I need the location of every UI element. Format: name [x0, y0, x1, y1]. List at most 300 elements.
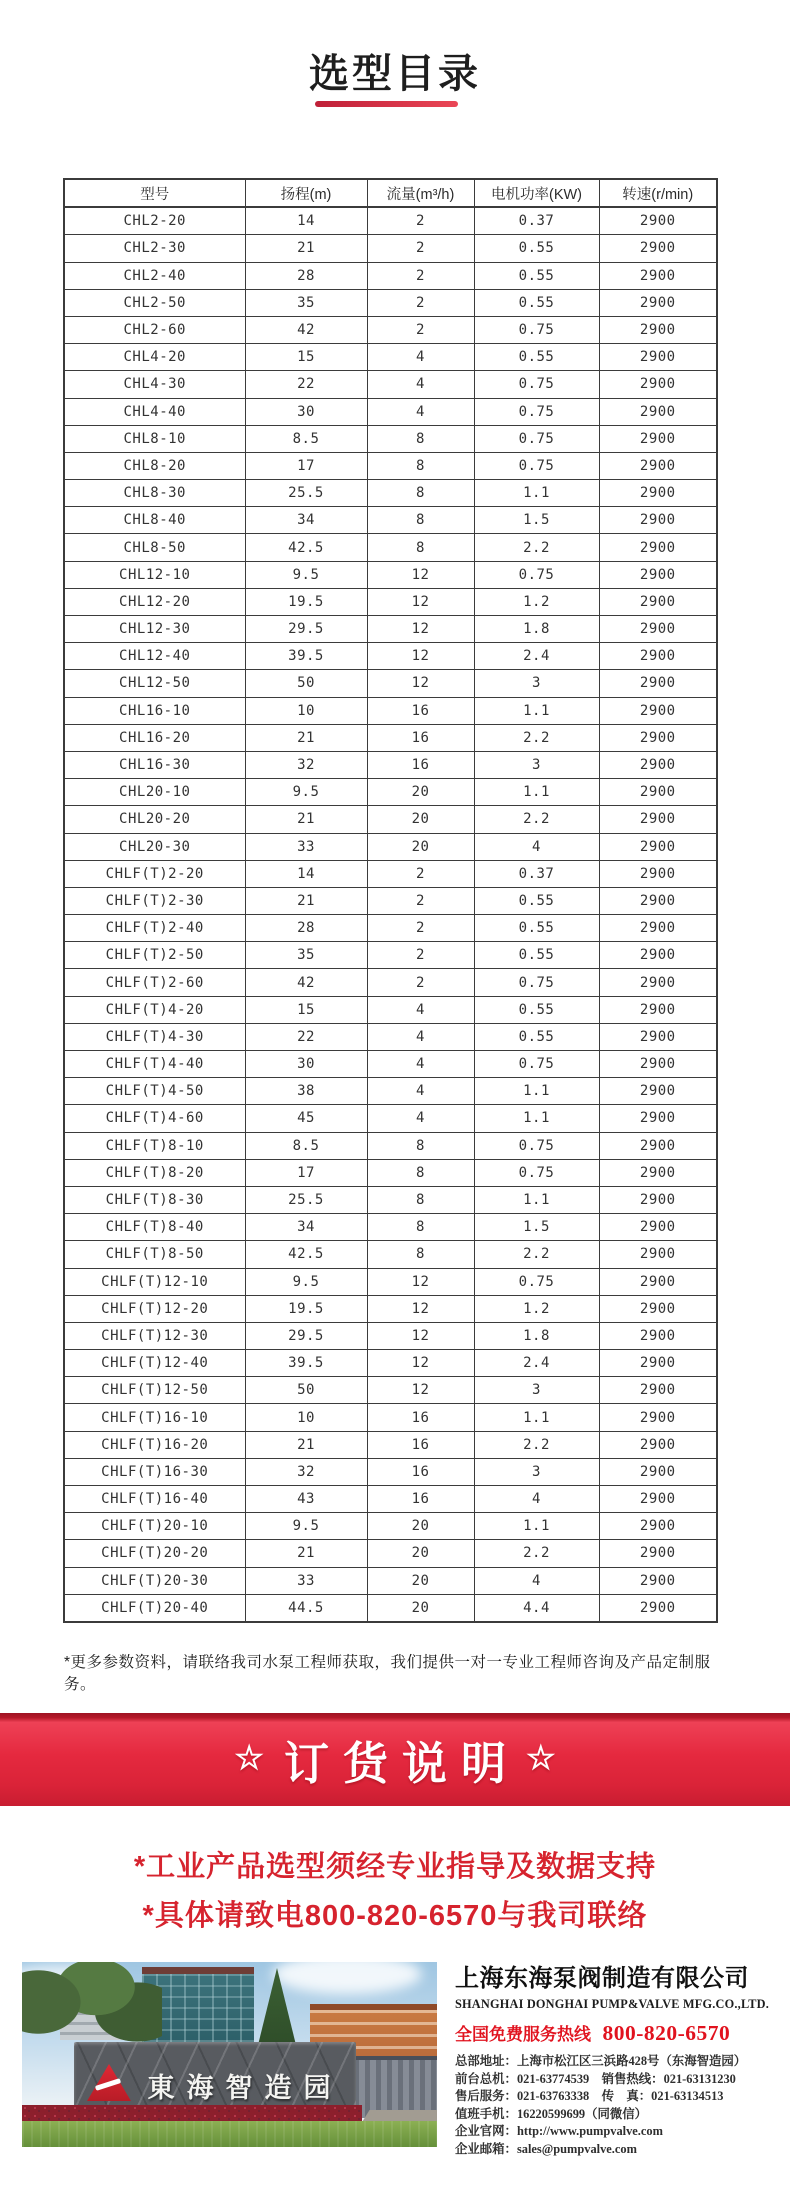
table-cell: 8.5	[245, 425, 367, 452]
table-cell: 2900	[599, 344, 717, 371]
table-cell: 50	[245, 1377, 367, 1404]
table-row	[64, 1513, 717, 1540]
table-cell: 3	[474, 670, 599, 697]
table-cell: 2900	[599, 398, 717, 425]
table-row	[64, 887, 717, 914]
star-icon: ☆	[234, 1739, 264, 1776]
selection-table	[63, 178, 718, 1623]
table-cell: 2900	[599, 1458, 717, 1485]
table-cell: 2900	[599, 1377, 717, 1404]
table-header-flow: 流量(m³/h)	[367, 179, 474, 207]
table-cell: 2	[367, 207, 474, 235]
table-cell: CHL20-10	[64, 779, 245, 806]
table-cell: 2900	[599, 806, 717, 833]
table-cell: CHLF(T)20-10	[64, 1513, 245, 1540]
table-cell: 0.75	[474, 1159, 599, 1186]
table-row	[64, 452, 717, 479]
table-cell: 0.75	[474, 969, 599, 996]
table-cell: 1.1	[474, 1078, 599, 1105]
table-cell: 2900	[599, 262, 717, 289]
table-cell: 21	[245, 235, 367, 262]
table-cell: CHL4-20	[64, 344, 245, 371]
table-cell: 12	[367, 1322, 474, 1349]
table-cell: CHLF(T)16-10	[64, 1404, 245, 1431]
table-row	[64, 833, 717, 860]
table-cell: 12	[367, 1350, 474, 1377]
table-cell: 12	[367, 670, 474, 697]
table-cell: 34	[245, 507, 367, 534]
table-cell: 17	[245, 452, 367, 479]
table-cell: 2900	[599, 1051, 717, 1078]
table-row	[64, 262, 717, 289]
table-cell: 20	[367, 1594, 474, 1622]
company-photo	[22, 1962, 437, 2147]
table-cell: 21	[245, 1540, 367, 1567]
table-cell: CHLF(T)2-30	[64, 887, 245, 914]
table-cell: 29.5	[245, 616, 367, 643]
table-cell: CHL12-20	[64, 588, 245, 615]
table-header-model: 型号	[64, 179, 245, 207]
table-cell: 2900	[599, 1023, 717, 1050]
table-cell: 12	[367, 1268, 474, 1295]
table-row	[64, 1051, 717, 1078]
table-cell: 2900	[599, 996, 717, 1023]
note-text: *更多参数资料，请联络我司水泵工程师获取，我们提供一对一专业工程师咨询及产品定制服务。	[64, 1654, 711, 1693]
table-row	[64, 806, 717, 833]
table-cell: 2900	[599, 1513, 717, 1540]
table-cell: CHL2-30	[64, 235, 245, 262]
table-cell: CHLF(T)20-30	[64, 1567, 245, 1594]
selection-table-wrap	[63, 178, 716, 1623]
table-cell: 17	[245, 1159, 367, 1186]
table-cell: 20	[367, 1513, 474, 1540]
table-cell: 33	[245, 833, 367, 860]
table-cell: CHLF(T)2-50	[64, 942, 245, 969]
table-row	[64, 1023, 717, 1050]
hotline	[455, 2021, 775, 2048]
table-cell: 2900	[599, 452, 717, 479]
table-cell: 4	[367, 371, 474, 398]
table-row	[64, 534, 717, 561]
table-cell: CHLF(T)8-10	[64, 1132, 245, 1159]
table-cell: CHLF(T)8-30	[64, 1186, 245, 1213]
table-cell: CHLF(T)16-30	[64, 1458, 245, 1485]
table-cell: CHL12-50	[64, 670, 245, 697]
table-cell: CHL20-30	[64, 833, 245, 860]
table-cell: 19.5	[245, 1295, 367, 1322]
table-cell: 0.55	[474, 289, 599, 316]
table-cell: 43	[245, 1486, 367, 1513]
table-cell: 2900	[599, 1350, 717, 1377]
table-cell: CHLF(T)4-50	[64, 1078, 245, 1105]
lawn	[22, 2121, 437, 2147]
table-row	[64, 1186, 717, 1213]
table-cell: 1.1	[474, 480, 599, 507]
table-body	[64, 207, 717, 1622]
table-cell: 10	[245, 1404, 367, 1431]
table-cell: 34	[245, 1214, 367, 1241]
table-cell: 2900	[599, 751, 717, 778]
table-cell: 2900	[599, 643, 717, 670]
table-cell: 25.5	[245, 1186, 367, 1213]
table-row	[64, 996, 717, 1023]
table-cell: 21	[245, 724, 367, 751]
table-cell: 14	[245, 860, 367, 887]
table-cell: CHLF(T)4-30	[64, 1023, 245, 1050]
table-cell: 2.2	[474, 1241, 599, 1268]
table-cell: 8	[367, 480, 474, 507]
table-cell: 42	[245, 316, 367, 343]
table-cell: 4	[474, 1486, 599, 1513]
table-cell: 0.75	[474, 316, 599, 343]
table-row	[64, 1268, 717, 1295]
table-cell: 2900	[599, 915, 717, 942]
table-cell: 16	[367, 724, 474, 751]
contact-line: 售后服务：021-63763338 传 真：021-63134513	[455, 2089, 724, 2103]
table-cell: 2900	[599, 289, 717, 316]
order-banner-title: 订货说明	[283, 1738, 520, 1789]
table-row	[64, 969, 717, 996]
table-cell: 2900	[599, 670, 717, 697]
table-row	[64, 235, 717, 262]
table-cell: 8.5	[245, 1132, 367, 1159]
table-cell: 21	[245, 806, 367, 833]
table-cell: 0.37	[474, 860, 599, 887]
table-cell: 16	[367, 1404, 474, 1431]
table-cell: 2900	[599, 942, 717, 969]
table-cell: 2900	[599, 1078, 717, 1105]
table-row	[64, 588, 717, 615]
table-cell: 2	[367, 262, 474, 289]
table-cell: 14	[245, 207, 367, 235]
table-row	[64, 425, 717, 452]
table-cell: 2900	[599, 1567, 717, 1594]
table-cell: CHL20-20	[64, 806, 245, 833]
table-cell: 20	[367, 779, 474, 806]
table-cell: 42.5	[245, 534, 367, 561]
table-cell: 4	[367, 996, 474, 1023]
table-cell: 2900	[599, 969, 717, 996]
table-cell: 2900	[599, 1295, 717, 1322]
table-cell: 2900	[599, 1159, 717, 1186]
table-cell: 9.5	[245, 1268, 367, 1295]
table-cell: 4	[367, 344, 474, 371]
table-cell: 8	[367, 534, 474, 561]
table-row	[64, 1105, 717, 1132]
table-cell: 2900	[599, 425, 717, 452]
star-icon: ☆	[526, 1739, 556, 1776]
table-row	[64, 1078, 717, 1105]
table-cell: 1.1	[474, 1186, 599, 1213]
table-cell: 2.2	[474, 534, 599, 561]
table-cell: 2	[367, 235, 474, 262]
table-cell: 12	[367, 588, 474, 615]
table-row	[64, 316, 717, 343]
table-row	[64, 942, 717, 969]
contact-line: 前台总机：021-63774539 销售热线：021-63131230	[455, 2071, 736, 2086]
table-cell: 4.4	[474, 1594, 599, 1622]
table-cell: 1.2	[474, 588, 599, 615]
table-row	[64, 779, 717, 806]
cloud-shape	[272, 1962, 422, 1994]
table-row	[64, 561, 717, 588]
table-row	[64, 507, 717, 534]
table-cell: 0.55	[474, 1023, 599, 1050]
table-row	[64, 1404, 717, 1431]
table-cell: CHLF(T)12-50	[64, 1377, 245, 1404]
table-cell: CHLF(T)12-40	[64, 1350, 245, 1377]
table-cell: CHLF(T)20-20	[64, 1540, 245, 1567]
table-cell: 2900	[599, 207, 717, 235]
table-cell: 39.5	[245, 1350, 367, 1377]
table-cell: 0.55	[474, 887, 599, 914]
table-cell: 0.75	[474, 452, 599, 479]
table-row	[64, 1377, 717, 1404]
table-row	[64, 670, 717, 697]
table-cell: 2	[367, 316, 474, 343]
table-cell: CHL4-40	[64, 398, 245, 425]
table-cell: 2.2	[474, 1431, 599, 1458]
table-cell: 20	[367, 1567, 474, 1594]
table-cell: CHLF(T)4-20	[64, 996, 245, 1023]
order-banner	[0, 1713, 790, 1806]
table-cell: 2900	[599, 724, 717, 751]
table-cell: CHL16-10	[64, 697, 245, 724]
table-row	[64, 1214, 717, 1241]
table-cell: 2900	[599, 1431, 717, 1458]
table-cell: 0.55	[474, 262, 599, 289]
table-cell: CHL12-40	[64, 643, 245, 670]
table-cell: 3	[474, 1458, 599, 1485]
table-cell: 21	[245, 1431, 367, 1458]
table-cell: 16	[367, 1431, 474, 1458]
table-cell: 30	[245, 398, 367, 425]
table-row	[64, 398, 717, 425]
table-cell: 32	[245, 751, 367, 778]
table-cell: 8	[367, 1186, 474, 1213]
table-cell: 2900	[599, 1322, 717, 1349]
table-cell: 0.55	[474, 235, 599, 262]
table-cell: 2900	[599, 316, 717, 343]
table-cell: 20	[367, 1540, 474, 1567]
table-cell: 2900	[599, 480, 717, 507]
table-cell: 44.5	[245, 1594, 367, 1622]
table-cell: CHLF(T)12-10	[64, 1268, 245, 1295]
table-cell: CHL2-50	[64, 289, 245, 316]
table-header-power: 电机功率(KW)	[474, 179, 599, 207]
contact-line: 企业官网：http://www.pumpvalve.com	[455, 2124, 663, 2138]
table-cell: CHL16-30	[64, 751, 245, 778]
table-cell: 9.5	[245, 1513, 367, 1540]
table-cell: 16	[367, 697, 474, 724]
table-row	[64, 751, 717, 778]
table-row	[64, 697, 717, 724]
table-cell: 0.55	[474, 942, 599, 969]
table-cell: 3	[474, 1377, 599, 1404]
table-cell: 39.5	[245, 643, 367, 670]
table-cell: CHLF(T)8-40	[64, 1214, 245, 1241]
table-cell: 1.1	[474, 779, 599, 806]
table-cell: 0.75	[474, 561, 599, 588]
table-cell: 19.5	[245, 588, 367, 615]
table-cell: 8	[367, 1214, 474, 1241]
table-cell: CHL8-40	[64, 507, 245, 534]
table-cell: 4	[367, 398, 474, 425]
table-cell: 2900	[599, 1404, 717, 1431]
table-cell: 0.75	[474, 425, 599, 452]
table-cell: 9.5	[245, 779, 367, 806]
table-cell: CHLF(T)8-50	[64, 1241, 245, 1268]
table-cell: 4	[367, 1105, 474, 1132]
table-cell: 2.2	[474, 1540, 599, 1567]
table-row	[64, 371, 717, 398]
table-cell: 32	[245, 1458, 367, 1485]
table-row	[64, 207, 717, 235]
company-info	[455, 1964, 775, 2158]
table-cell: 2900	[599, 779, 717, 806]
table-cell: 4	[367, 1051, 474, 1078]
table-cell: 4	[474, 1567, 599, 1594]
table-cell: 12	[367, 616, 474, 643]
table-cell: CHLF(T)2-20	[64, 860, 245, 887]
table-cell: 8	[367, 1159, 474, 1186]
table-cell: CHLF(T)12-30	[64, 1322, 245, 1349]
table-cell: CHL8-50	[64, 534, 245, 561]
table-row	[64, 1431, 717, 1458]
table-header-row	[64, 179, 717, 207]
table-cell: 0.55	[474, 915, 599, 942]
table-cell: CHL2-60	[64, 316, 245, 343]
table-cell: 2900	[599, 371, 717, 398]
table-cell: CHL12-30	[64, 616, 245, 643]
table-cell: 10	[245, 697, 367, 724]
table-row	[64, 1159, 717, 1186]
table-cell: 0.75	[474, 1051, 599, 1078]
table-cell: 28	[245, 262, 367, 289]
table-cell: 0.37	[474, 207, 599, 235]
table-row	[64, 1295, 717, 1322]
table-row	[64, 616, 717, 643]
table-row	[64, 289, 717, 316]
table-cell: 1.1	[474, 1105, 599, 1132]
table-cell: 2900	[599, 1594, 717, 1622]
table-cell: 1.8	[474, 1322, 599, 1349]
table-cell: 2900	[599, 507, 717, 534]
table-cell: 0.75	[474, 398, 599, 425]
table-cell: CHLF(T)2-40	[64, 915, 245, 942]
table-cell: 28	[245, 915, 367, 942]
table-cell: 2900	[599, 833, 717, 860]
table-cell: 2900	[599, 887, 717, 914]
table-cell: 2900	[599, 1540, 717, 1567]
table-cell: 2900	[599, 561, 717, 588]
table-cell: CHLF(T)16-40	[64, 1486, 245, 1513]
table-cell: 4	[367, 1078, 474, 1105]
table-cell: 2.2	[474, 724, 599, 751]
table-cell: 2900	[599, 1268, 717, 1295]
table-cell: 1.5	[474, 1214, 599, 1241]
table-cell: 2	[367, 289, 474, 316]
table-cell: 29.5	[245, 1322, 367, 1349]
table-cell: 2	[367, 887, 474, 914]
contact-line: 值班手机：16220599699（同微信）	[455, 2106, 648, 2121]
table-cell: 1.5	[474, 507, 599, 534]
table-cell: 2	[367, 860, 474, 887]
contact-lines	[455, 2053, 775, 2158]
table-cell: 12	[367, 643, 474, 670]
table-cell: 2900	[599, 1241, 717, 1268]
table-cell: 2900	[599, 588, 717, 615]
table-cell: 25.5	[245, 480, 367, 507]
table-row	[64, 915, 717, 942]
table-cell: 12	[367, 561, 474, 588]
table-cell: CHL16-20	[64, 724, 245, 751]
table-cell: CHLF(T)4-60	[64, 1105, 245, 1132]
table-cell: 38	[245, 1078, 367, 1105]
table-cell: 2.2	[474, 806, 599, 833]
table-cell: 2900	[599, 860, 717, 887]
table-cell: 50	[245, 670, 367, 697]
table-row	[64, 1132, 717, 1159]
table-cell: CHLF(T)16-20	[64, 1431, 245, 1458]
table-cell: CHLF(T)20-40	[64, 1594, 245, 1622]
table-cell: CHLF(T)12-20	[64, 1295, 245, 1322]
table-cell: CHL4-30	[64, 371, 245, 398]
table-cell: 35	[245, 942, 367, 969]
table-cell: CHL8-20	[64, 452, 245, 479]
table-row	[64, 1322, 717, 1349]
table-cell: 22	[245, 371, 367, 398]
table-row	[64, 1350, 717, 1377]
table-cell: 2.4	[474, 643, 599, 670]
table-cell: 2.4	[474, 1350, 599, 1377]
support-lines	[0, 1843, 790, 1941]
table-cell: CHLF(T)8-20	[64, 1159, 245, 1186]
hotline-number: 800-820-6570	[602, 2021, 731, 2045]
table-header-head: 扬程(m)	[245, 179, 367, 207]
table-cell: 8	[367, 507, 474, 534]
table-cell: CHL2-20	[64, 207, 245, 235]
table-header-speed: 转速(r/min)	[599, 179, 717, 207]
table-row	[64, 724, 717, 751]
table-cell: 45	[245, 1105, 367, 1132]
table-cell: 2900	[599, 616, 717, 643]
table-cell: 0.75	[474, 1268, 599, 1295]
table-row	[64, 1567, 717, 1594]
table-cell: CHL2-40	[64, 262, 245, 289]
company-name: 上海东海泵阀制造有限公司	[455, 1965, 749, 1992]
table-cell: 2900	[599, 1214, 717, 1241]
table-cell: 30	[245, 1051, 367, 1078]
contact-line: 总部地址：上海市松江区三浜路428号（东海智造园）	[455, 2054, 747, 2068]
table-cell: 42	[245, 969, 367, 996]
table-cell: 22	[245, 1023, 367, 1050]
table-cell: 35	[245, 289, 367, 316]
page-title: 选型目录	[309, 52, 481, 96]
table-row	[64, 1594, 717, 1622]
table-cell: 2900	[599, 1486, 717, 1513]
table-cell: 0.75	[474, 1132, 599, 1159]
table-row	[64, 1540, 717, 1567]
table-cell: 20	[367, 833, 474, 860]
table-cell: 1.8	[474, 616, 599, 643]
title-underline	[315, 101, 458, 107]
table-cell: 12	[367, 1377, 474, 1404]
support-line-2: *具体请致电800-820-6570与我司联络	[142, 1900, 648, 1932]
table-cell: 2900	[599, 1132, 717, 1159]
table-row	[64, 1458, 717, 1485]
table-row	[64, 643, 717, 670]
